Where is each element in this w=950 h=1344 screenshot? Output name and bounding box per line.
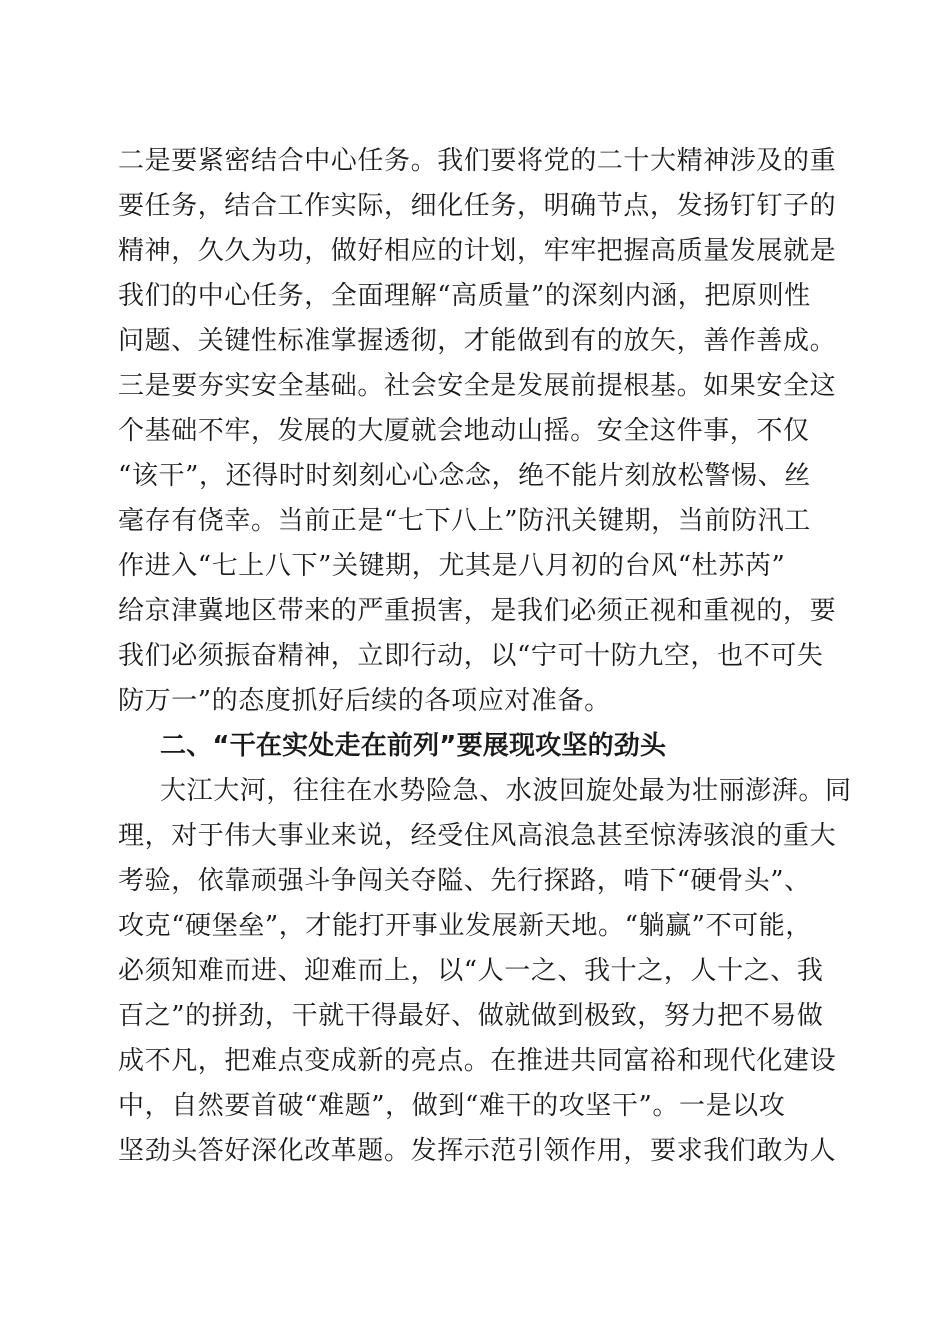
paragraph-line: 防万一”的态度抓好后续的各项应对准备。 [118,686,611,716]
paragraph-line: 给京津冀地区带来的严重损害，是我们必须正视和重视的，要 [118,596,837,626]
paragraph-line: 问题、关键性标准掌握透彻，才能做到有的放矢，善作善成。 [118,326,837,356]
paragraph-line: 坚劲头答好深化改革题。发挥示范引领作用，要求我们敢为人 [118,1136,837,1166]
paragraph-line: 个基础不牢，发展的大厦就会地动山摇。安全这件事，不仅 [118,416,810,446]
paragraph-line: “该干”，还得时时刻刻心心念念，绝不能片刻放松警惕、丝 [118,461,811,491]
paragraph-line: 作进入“七上八下”关键期，尤其是八月初的台风“杜苏芮” [118,551,786,581]
paragraph-line: 百之”的拼劲，干就干得最好、做就做到极致，努力把不易做 [118,1001,824,1031]
paragraph-line: 攻克“硬堡垒”，才能打开事业发展新天地。“躺赢”不可能， [118,911,812,941]
paragraph-line: 三是要夯实安全基础。社会安全是发展前提根基。如果安全这 [118,371,837,401]
paragraph-line: 大江大河，往往在水势险急、水波回旋处最为壮丽澎湃。同 [160,776,852,806]
paragraph-line: 精神，久久为功，做好相应的计划，牢牢把握高质量发展就是 [118,236,837,266]
paragraph-line: 成不凡，把难点变成新的亮点。在推进共同富裕和现代化建设 [118,1046,837,1076]
paragraph-line: 理，对于伟大事业来说，经受住风高浪急甚至惊涛骇浪的重大 [118,821,837,851]
paragraph-line: 要任务，结合工作实际，细化任务，明确节点，发扬钉钉子的 [118,191,837,221]
paragraph-line: 必须知难而进、迎难而上，以“人一之、我十之，人十之、我 [118,956,824,986]
paragraph-line: 二是要紧密结合中心任务。我们要将党的二十大精神涉及的重 [118,146,837,176]
paragraph-line: 考验，依靠顽强斗争闯关夺隘、先行探路，啃下“硬骨头”、 [118,866,811,896]
section-heading: 二、“干在实处走在前列”要展现攻坚的劲头 [160,731,667,761]
paragraph-line: 我们的中心任务，全面理解“高质量”的深刻内涵，把原则性 [118,281,811,311]
paragraph-line: 我们必须振奋精神，立即行动，以“宁可十防九空，也不可失 [118,641,824,671]
paragraph-line: 中，自然要首破“难题”，做到“难干的攻坚干”。一是以攻 [118,1091,786,1121]
paragraph-line: 毫存有侥幸。当前正是“七下八上”防汛关键期，当前防汛工 [118,506,811,536]
